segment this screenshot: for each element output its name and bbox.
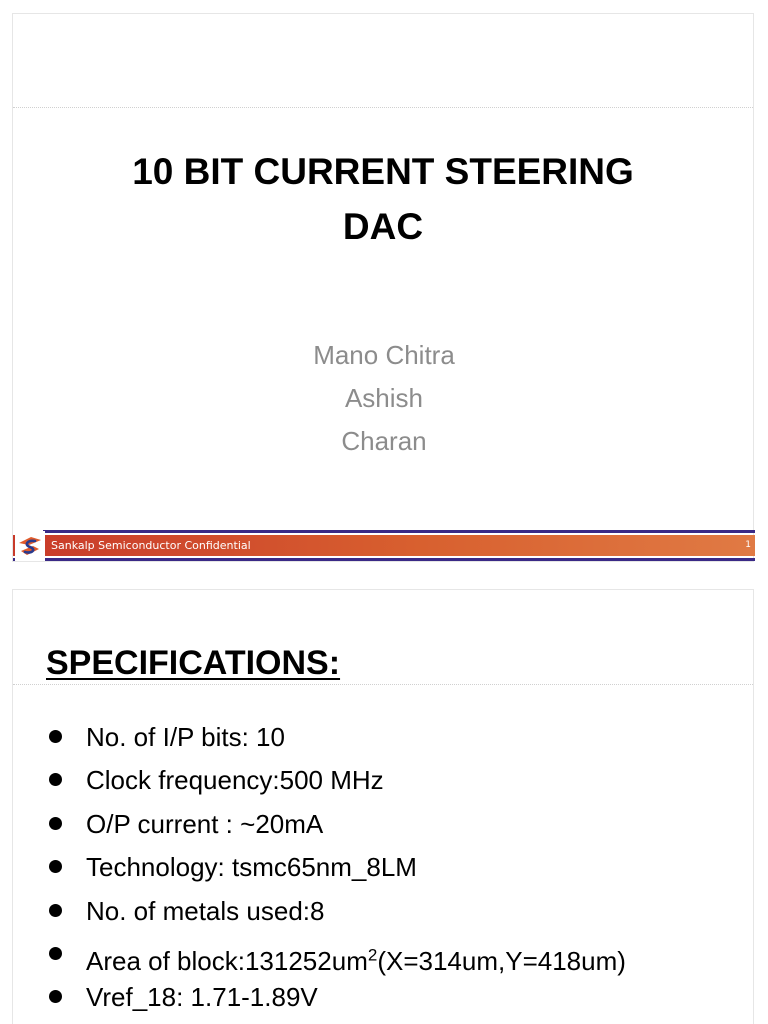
list-item-text: Technology: tsmc65nm_8LM — [86, 852, 417, 883]
bullet-icon — [49, 904, 62, 917]
bullet-icon — [49, 730, 62, 743]
author-name: Charan — [341, 426, 427, 456]
bullet-icon — [49, 990, 62, 1003]
bullet-icon — [49, 860, 62, 873]
area-unit-exponent: 2 — [367, 944, 378, 964]
specifications-slide — [12, 589, 754, 1024]
area-value-suffix: (X=314um,Y=418um) — [377, 945, 626, 976]
list-item — [43, 846, 626, 889]
list-item — [43, 803, 626, 846]
footer-label: Sankalp Semiconductor Confidential — [51, 539, 251, 552]
author-name: Ashish — [344, 383, 424, 413]
list-item-text: No. of I/P bits: 10 — [86, 722, 285, 752]
bullet-icon — [49, 817, 62, 830]
footer-bottom-rule — [13, 558, 755, 561]
list-item-text: Clock frequency:500 MHz — [86, 765, 384, 796]
list-item-text — [86, 946, 626, 976]
specification-list — [43, 716, 626, 1020]
list-item — [43, 890, 626, 933]
title-placeholder-guide — [13, 107, 753, 108]
list-item — [43, 976, 626, 1019]
slide-title — [43, 144, 723, 254]
author-name: Mano Chitra — [313, 340, 455, 370]
list-item — [43, 716, 626, 759]
slide-footer — [13, 527, 755, 564]
footer-top-rule — [43, 530, 755, 533]
title-placeholder-guide — [13, 684, 753, 685]
list-item-text: Vref_18: 1.71-1.89V — [86, 982, 318, 1013]
slide-heading: SPECIFICATIONS: — [46, 644, 341, 682]
author-list — [13, 334, 755, 463]
list-item — [43, 933, 626, 976]
bullet-icon — [49, 947, 62, 960]
area-value-prefix: Area of block:131252um — [86, 945, 368, 976]
list-item-text: O/P current : ~20mA — [86, 808, 324, 839]
bullet-icon — [49, 773, 62, 786]
slide-title-line-2: DAC — [342, 206, 424, 247]
list-item — [43, 759, 626, 802]
title-slide — [12, 13, 754, 562]
list-item-text: No. of metals used:8 — [86, 895, 325, 926]
sankalp-logo-icon — [15, 531, 45, 561]
slide-title-line-1: 10 BIT CURRENT STEERING — [132, 151, 634, 192]
page-number: 1 — [745, 540, 751, 550]
